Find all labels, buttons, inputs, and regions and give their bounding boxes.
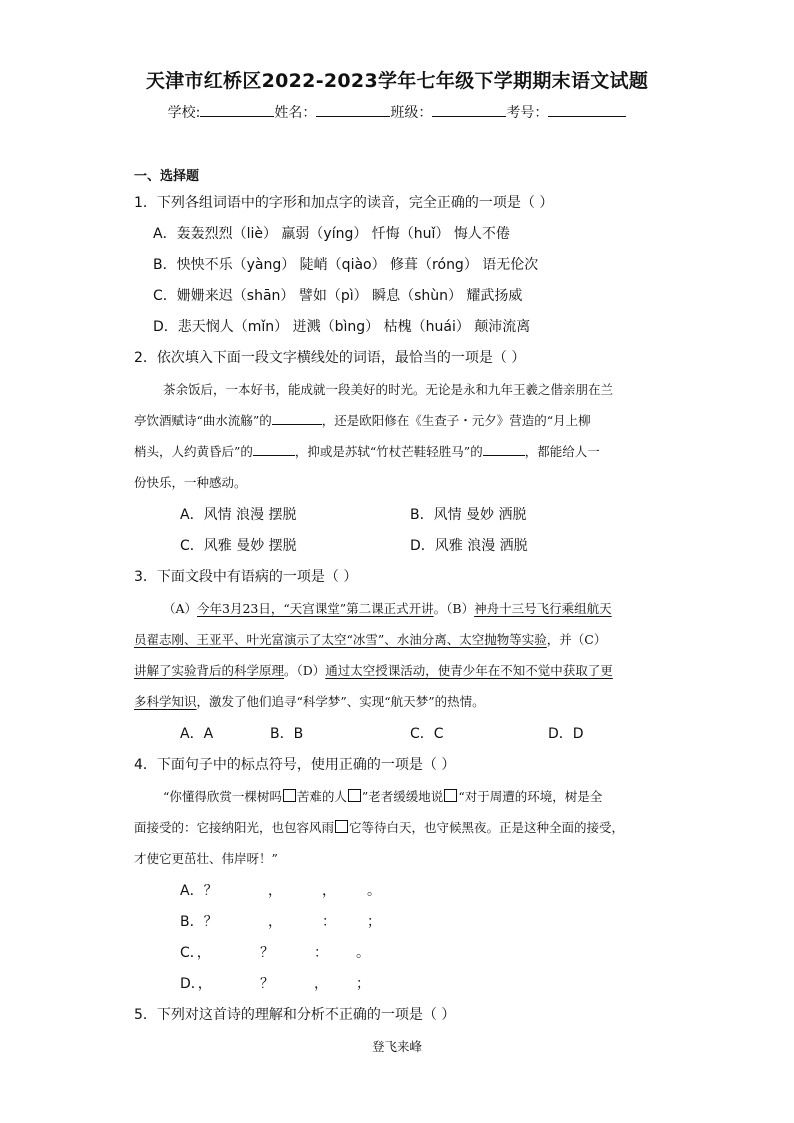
q4-option-d-mark-4: ； xyxy=(356,976,370,992)
school-blank[interactable] xyxy=(200,101,274,117)
q3-stem: 3．下面文段中有语病的一项是（ ） xyxy=(134,569,358,585)
q4-passage-text: “对于周遭的环境，树是全 xyxy=(458,789,603,804)
q1-option-c[interactable]: C．姗姗来迟（shān） 譬如（pì） 瞬息（shùn） 耀武扬威 xyxy=(153,288,523,304)
name-label: 姓名： xyxy=(274,105,317,121)
q3-passage-line-4 xyxy=(134,692,485,710)
q2-stem: 2．依次填入下面一段文字横线处的词语，最恰当的一项是（ ） xyxy=(134,350,526,366)
poem-title: 登飞来峰 xyxy=(371,1039,422,1054)
q2-option-d[interactable]: D．风雅 浪漫 洒脱 xyxy=(410,538,528,554)
q2-passage-line-2 xyxy=(134,411,591,429)
q3-sentence-d-cont: 多科学知识 xyxy=(134,694,197,709)
q4-passage-text: 面接受的：它接纳阳光，也包容风雨 xyxy=(134,820,335,835)
q4-blank-box-3 xyxy=(444,789,457,802)
q3-marker: （A） xyxy=(163,601,198,616)
q4-option-c-mark-1: C．， xyxy=(180,945,211,961)
q2-passage-line-1: 茶余饭后，一本好书，能成就一段美好的时光。无论是永和九年王羲之偕亲朋在兰 xyxy=(163,382,614,397)
q2-option-b[interactable]: B．风情 曼妙 洒脱 xyxy=(410,507,527,523)
q4-option-d-mark-3: ， xyxy=(314,976,328,992)
q1-option-b[interactable]: B．怏怏不乐（yàng） 陡峭（qiào） 修葺（róng） 语无伦次 xyxy=(153,257,539,273)
q2-passage-text: 亭饮酒赋诗“曲水流觞”的 xyxy=(134,413,272,428)
q4-passage-line-1 xyxy=(163,787,602,805)
number-label: 考号： xyxy=(506,105,549,121)
q4-passage-text: 苦难的人 xyxy=(296,789,347,804)
q2-passage-text: ，抑或是苏轼“竹杖芒鞋轻胜马”的 xyxy=(294,444,483,459)
q3-sentence-a: 今年3月23日，“天宫课堂”第二课正式开讲 xyxy=(197,601,434,616)
school-label: 学校: xyxy=(167,105,201,121)
q2-blank-3 xyxy=(483,443,525,456)
q2-passage-text: 梢头，人约黄昏后”的 xyxy=(134,444,253,459)
q4-passage-text: 它等待白天，也守候黑夜。正是这种全面的接受， xyxy=(349,820,625,835)
section-heading: 一、选择题 xyxy=(134,169,200,184)
q2-blank-2 xyxy=(253,443,295,456)
q4-passage-line-3: 才使它更茁壮、伟岸呀！” xyxy=(134,851,278,866)
q3-passage-line-3 xyxy=(134,661,613,679)
q2-blank-1 xyxy=(272,412,322,425)
q3-option-b[interactable]: B．B xyxy=(270,726,304,742)
q4-option-c-mark-2: ？ xyxy=(260,945,274,961)
q3-marker: 。（D） xyxy=(284,663,326,678)
q3-option-a[interactable]: A．A xyxy=(180,726,214,742)
q4-option-b-mark-3: ： xyxy=(322,914,336,930)
q4-blank-box-1 xyxy=(283,789,296,802)
q5-stem: 5．下列对这首诗的理解和分析不正确的一项是（ ） xyxy=(134,1007,456,1023)
q3-sentence-c: 讲解了实验背后的科学原理 xyxy=(134,663,285,678)
q3-passage-line-2 xyxy=(134,630,606,648)
q4-option-c-mark-3: ： xyxy=(314,945,328,961)
q4-blank-box-4 xyxy=(335,820,348,833)
q3-option-d[interactable]: D．D xyxy=(548,726,584,742)
q1-option-d[interactable]: D．悲天悯人（mǐn） 迸溅（bìng） 枯槐（huái） 颠沛流离 xyxy=(153,319,531,335)
q2-option-a[interactable]: A．风情 浪漫 摆脱 xyxy=(180,507,297,523)
q3-option-c[interactable]: C．C xyxy=(410,726,444,742)
q4-passage-text: “你懂得欣赏一棵树吗 xyxy=(163,789,282,804)
q3-passage-line-1 xyxy=(163,599,612,617)
q4-option-a-mark-2: ， xyxy=(268,883,282,899)
q3-marker: 。（B） xyxy=(433,601,475,616)
q2-passage-text: ，都能给人一 xyxy=(524,444,600,459)
q3-sentence-b-cont: 员翟志刚、王亚平、叶光富演示了太空“冰雪”、水油分离、太空抛物等实验 xyxy=(134,632,547,647)
q4-option-a-mark-3: ， xyxy=(322,883,336,899)
q1-stem: 1．下列各组词语中的字形和加点字的读音，完全正确的一项是（ ） xyxy=(134,195,554,211)
q4-option-a-mark-4: 。 xyxy=(367,883,381,899)
q3-marker: ，并（C） xyxy=(546,632,607,647)
q4-option-d-mark-1: D．， xyxy=(180,976,212,992)
q3-passage-text: ，激发了他们追寻“科学梦”、实现“航天梦”的热情。 xyxy=(196,694,485,709)
q2-passage-line-3 xyxy=(134,442,600,460)
q3-sentence-d: 通过太空授课活动，使青少年在不知不觉中获取了更 xyxy=(325,663,613,678)
class-label: 班级： xyxy=(390,105,433,121)
q4-option-a-mark-1: A．？ xyxy=(180,883,218,899)
q4-option-b-mark-2: ， xyxy=(268,914,282,930)
q4-option-d-mark-2: ？ xyxy=(260,976,274,992)
q2-option-c[interactable]: C．风雅 曼妙 摆脱 xyxy=(180,538,297,554)
q4-stem: 4．下面句子中的标点符号，使用正确的一项是（ ） xyxy=(134,757,456,773)
q3-sentence-b: 神舟十三号飞行乘组航天 xyxy=(474,601,612,616)
q4-passage-text: ”老者缓缓地说 xyxy=(361,789,444,804)
name-blank[interactable] xyxy=(316,101,390,117)
q4-option-b-mark-1: B．？ xyxy=(180,914,218,930)
q1-option-a[interactable]: A．轰轰烈烈（liè） 羸弱（yíng） 忏悔（huǐ） 悔人不倦 xyxy=(153,226,510,242)
q4-option-b-mark-4: ； xyxy=(367,914,381,930)
q4-option-c-mark-4: 。 xyxy=(356,945,370,961)
exam-title: 天津市红桥区2022-2023学年七年级下学期期末语文试题 xyxy=(145,70,649,92)
q2-passage-line-4: 份快乐，一种感动。 xyxy=(134,475,247,490)
number-blank[interactable] xyxy=(548,101,626,117)
q4-blank-box-2 xyxy=(348,789,361,802)
q2-passage-text: ，还是欧阳修在《生查子・元夕》营造的“月上柳 xyxy=(321,413,591,428)
class-blank[interactable] xyxy=(432,101,506,117)
student-info-line xyxy=(0,101,794,122)
q4-passage-line-2 xyxy=(134,818,624,836)
